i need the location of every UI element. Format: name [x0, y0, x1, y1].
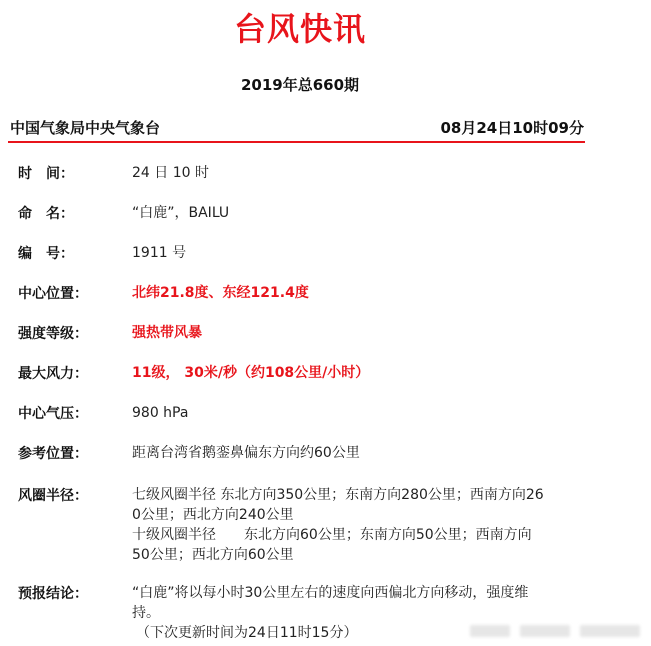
- field-value: 北纬21.8度、东经121.4度: [132, 285, 309, 301]
- field-label: 风圈半径：: [18, 488, 88, 504]
- field-value: 距离台湾省鹅銮鼻偏东方向约60公里: [132, 445, 360, 461]
- field-label: 最大风力：: [18, 366, 88, 382]
- radius-line: 七级风圈半径 东北方向350公里；东南方向280公里；西南方向26: [132, 487, 544, 503]
- field-value: “白鹿”，BAILU: [132, 205, 230, 221]
- field-value: 24 日 10 时: [132, 165, 209, 181]
- field-value: 强热带风暴: [132, 325, 202, 341]
- header-divider: [8, 141, 585, 143]
- field-label: 强度等级：: [18, 326, 88, 342]
- field-label: 预报结论：: [18, 586, 88, 602]
- radius-line: 50公里；西北方向60公里: [132, 547, 294, 563]
- radius-line: 0公里；西北方向240公里: [132, 507, 294, 523]
- field-label: 中心位置：: [18, 286, 88, 302]
- blurred-watermark: [580, 625, 640, 637]
- field-label: 时 间：: [18, 166, 74, 182]
- field-value: 980 hPa: [132, 405, 189, 421]
- blurred-watermark: [470, 625, 510, 637]
- field-value: 1911 号: [132, 245, 187, 261]
- field-value: [132, 485, 578, 565]
- issue-number: 2019年总660期: [240, 76, 360, 94]
- radius-line: 十级风圈半径 东北方向60公里；东南方向50公里；西南方向: [132, 527, 532, 543]
- field-label: 命 名：: [18, 206, 74, 222]
- field-label: 编 号：: [18, 246, 74, 262]
- blurred-watermark: [520, 625, 570, 637]
- field-value: [132, 583, 578, 643]
- forecast-line: 持。: [132, 605, 160, 621]
- forecast-line: （下次更新时间为24日11时15分）: [136, 625, 358, 641]
- agency-name: 中国气象局中央气象台: [10, 119, 161, 137]
- issue-datetime: 08月24日10时09分: [440, 119, 584, 137]
- field-label: 参考位置：: [18, 446, 88, 462]
- forecast-line: “白鹿”将以每小时30公里左右的速度向西偏北方向移动，强度维: [132, 585, 529, 601]
- page-title: 台风快讯: [233, 10, 366, 48]
- field-value: 11级， 30米/秒（约108公里/小时）: [132, 365, 370, 381]
- field-label: 中心气压：: [18, 406, 88, 422]
